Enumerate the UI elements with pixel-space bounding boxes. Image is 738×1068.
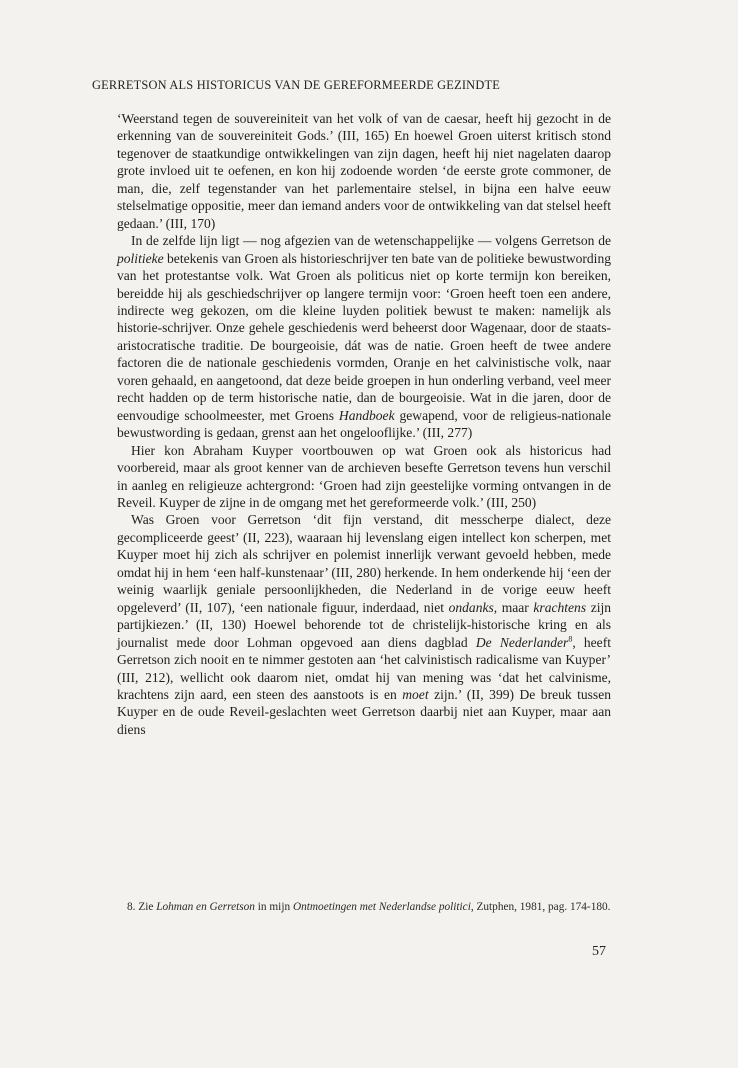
text-run: zijn partijkiezen.’ (II, 130) Hoewel behorende tot de christelijk-historische kring en als journalist mede door Lohman opgevoed aan diens dagblad xyxy=(117,599,612,650)
italic-run: ondanks xyxy=(448,599,494,615)
text-run: Hier kon Abraham Kuyper voortbouwen op wat Groen ook als historicus had voorbereid, maar als groot kenner van de archieven besefte Gerretson tevens hun verschil in aanleg en religieuze achtergrond: ‘Groen had zijn geestelijke vorming ontvangen in de Reveil. Kuyper de zijne in de omgang met het gereformeerde volk.’ (III, 250) xyxy=(117,442,611,510)
text-run: Zie xyxy=(138,901,157,913)
text-run: zijn.’ (II, 399) De breuk tussen Kuyper en de oude Reveil-geslachten weet Gerretson daarbij niet aan Kuyper, maar aan diens xyxy=(117,686,611,737)
running-head: GERRETSON ALS HISTORICUS VAN DE GEREFORMEERDE GEZINDTE xyxy=(92,78,501,92)
footnote-reference: 8 xyxy=(568,634,573,644)
text-run: Was Groen voor Gerretson ‘dit fijn verstand, dit messcherpe dialect, deze gecompliceerde geest’ (II, 223), waaraan hij levenslang eigen intellect kon scherpen, met Kuyper moet hij zich als schrijver en polemist innerlijk verwant gevoeld hebben, mede omdat hij in hem ‘een half-kunstenaar’ (III, 280) herkende. In hem onderkende hij ‘een der weinig waarlijk geniale persoonlijkheden, die Nederland in de vorige eeuw heeft opgeleverd’ (II, 107), ‘een nationale figuur, inderdaad, niet xyxy=(117,512,611,615)
italic-run: politieke xyxy=(117,250,164,266)
italic-run: Handboek xyxy=(338,407,395,423)
footnote-number: 8. xyxy=(127,901,136,913)
italic-run: krachtens xyxy=(533,599,587,615)
paragraph-p1 xyxy=(117,110,611,232)
italic-run: Lohman en Gerretson xyxy=(156,901,255,913)
italic-run: De Nederlander xyxy=(475,634,569,650)
paragraph-p4 xyxy=(117,511,611,738)
text-run: in mijn xyxy=(254,901,293,913)
italic-run: moet xyxy=(402,686,429,702)
paragraph-p3 xyxy=(117,442,611,512)
body-text xyxy=(117,110,611,738)
text-run: , maar xyxy=(493,599,534,615)
text-run: betekenis van Groen als historieschrijver ten bate van de politieke bewustwording van het protestantse volk. Wat Groen als politicus niet op korte termijn kon bereiken, bereidde hij als geschiedschrijver op langere termijn voor: ‘Groen heeft toen een andere, indirecte weg gekozen, om die kleine luyden politiek bewust te maken: namelijk als historie-schrijver. Onze gehele geschiedenis werd beheerst door Wagenaar, door de staats-aristocratische traditie. De bourgeoisie, dát was de natie. Groen heeft de twee andere factoren die de nationale geschiedenis vormden, Oranje en het calvinistische volk, naar voren gehaald, en aangetoond, dat deze beide groepen in hun onderling verband, veel meer recht hadden op de term historische natie, dan de bourgeoisie. Wat in die jaren, door de eenvoudige schoolmeester, met Groens xyxy=(117,250,611,423)
text-run: ‘Weerstand tegen de souvereiniteit van het volk of van de caesar, heeft hij gezocht in de erkenning van de souvereiniteit Gods.’ (III, 165) En hoewel Groen uiterst kritisch stond tegenover de staatkundige ontwikkelingen van zijn dagen, heeft hij niet nagelaten daarop grote invloed uit te oefenen, en kon hij zodoende worden ‘de eerste grote commoner, de man, die, zelf tegenstander van het parlementaire stelsel, in bijna een halve eeuw stelselmatige oppositie, meer dan iemand anders voor de ontwikkeling van dat stelsel heeft gedaan.’ (III, 170) xyxy=(117,111,611,231)
text-run: In de zelfde lijn ligt — nog afgezien van de wetenschappelijke — volgens Gerretson de xyxy=(131,233,611,249)
footnote xyxy=(117,899,611,915)
text-run: , Zutphen, 1981, pag. 174-180. xyxy=(470,901,611,913)
text-run: gewapend, voor de religieus-nationale bewustwording is gedaan, grenst aan het ongelooflijke.’ (III, 277) xyxy=(117,407,612,441)
paragraph-p2 xyxy=(117,232,611,441)
text-run: , heeft Gerretson zich nooit en te nimmer gestoten aan ‘het calvinistisch radicalisme van Kuyper’ (III, 212), wellicht ook daarom niet, omdat hij van mening was ‘dat het calvinisme, krachtens zijn aard, een steen des aanstoots is en xyxy=(117,634,611,702)
italic-run: Ontmoetingen met Nederlandse politici xyxy=(292,901,471,913)
page-number: 57 xyxy=(592,944,606,959)
